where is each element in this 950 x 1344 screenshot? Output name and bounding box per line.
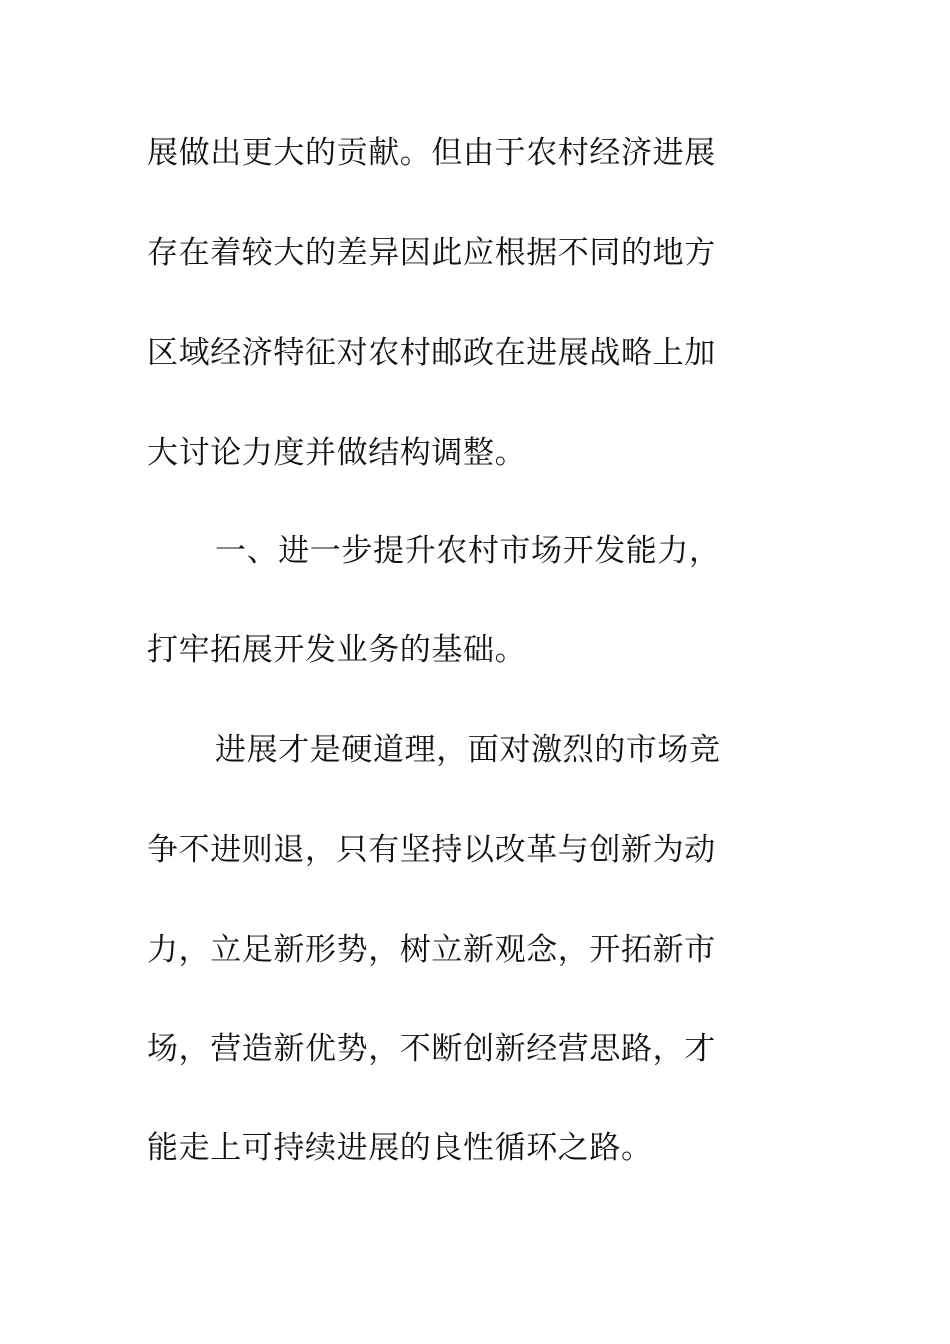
paragraph-line: 大讨论力度并做结构调整。: [147, 435, 527, 471]
paragraph-line: 争不进则退，只有坚持以改革与创新为动: [147, 832, 716, 868]
section-heading-line: 一、进一步提升农村市场开发能力，: [215, 533, 721, 569]
paragraph-line: 区域经济特征对农村邮政在进展战略上加: [147, 335, 716, 371]
paragraph-line: 力，立足新形势，树立新观念，开拓新市: [147, 932, 716, 968]
paragraph-line: 能走上可持续进展的良性循环之路。: [147, 1130, 653, 1166]
paragraph-line: 展做出更大的贡献。但由于农村经济进展: [147, 135, 716, 171]
section-heading-line: 打牢拓展开发业务的基础。: [147, 632, 527, 668]
paragraph-line: 场，营造新优势，不断创新经营思路，才: [147, 1031, 716, 1067]
paragraph-line: 进展才是硬道理，面对激烈的市场竞: [215, 732, 721, 768]
paragraph-line: 存在着较大的差异因此应根据不同的地方: [147, 235, 716, 271]
